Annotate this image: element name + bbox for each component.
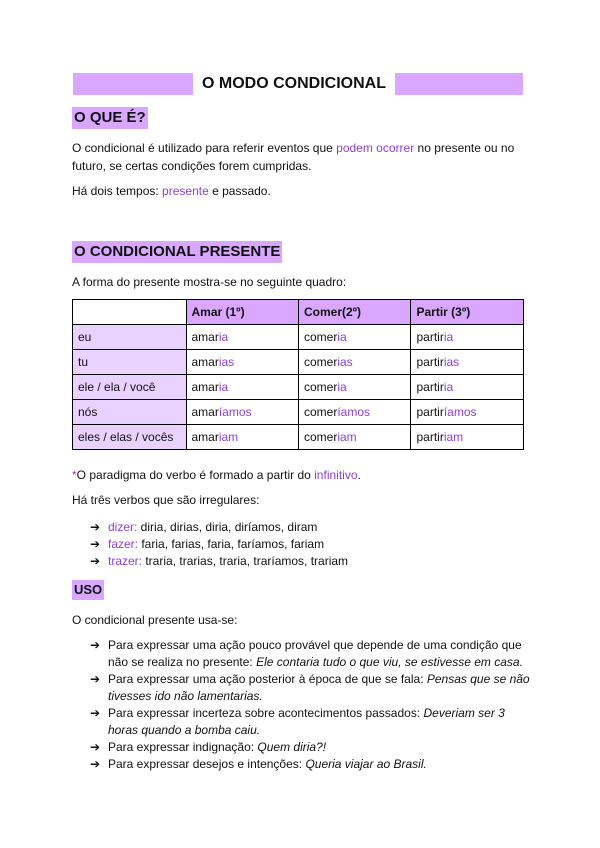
example-sentence: Queria viajar ao Brasil. (305, 757, 427, 771)
heading-condicional-presente: O CONDICIONAL PRESENTE (72, 241, 282, 263)
verb-ending: iam (337, 430, 357, 444)
verb-stem: amar (191, 380, 219, 394)
title-highlight-left (73, 73, 193, 95)
list-item (90, 705, 530, 739)
paragraph-infinitivo-note (72, 466, 532, 484)
verb-ending: ia (218, 330, 229, 344)
paragraph-tempos (72, 182, 532, 200)
text-run: O paradigma do verbo é formado a partir do (76, 468, 315, 482)
list-item (90, 536, 348, 553)
text-run: traria, trarias, traria, traríamos, trariam (142, 554, 349, 568)
list-item (90, 671, 530, 705)
list-item (90, 739, 530, 756)
verb-ending: ia (443, 330, 454, 344)
table-row (73, 350, 524, 375)
verb-ending: ias (337, 355, 353, 369)
conjugation-cell (411, 400, 524, 425)
verb-stem: amar (191, 430, 219, 444)
table-header-comer: Comer(2º) (298, 300, 410, 325)
verb-ending: íamos (337, 405, 371, 419)
table-row (73, 375, 524, 400)
conjugation-cell (186, 350, 298, 375)
verb-ending: ia (218, 380, 229, 394)
verb-ending: ia (337, 330, 347, 344)
table-header-blank (73, 300, 187, 325)
text-run: faria, farias, faria, faríamos, fariam (138, 537, 325, 551)
uso-list (90, 637, 530, 773)
title-highlight-right (395, 73, 523, 95)
pronoun-cell: eu (73, 325, 187, 350)
document-title: O MODO CONDICIONAL (202, 75, 386, 92)
example-sentence: Deveriam ser 3 horas quando a bomba caiu. (108, 706, 505, 737)
verb-stem: partir (416, 405, 444, 419)
conjugation-cell (411, 325, 524, 350)
text-run: Para expressar uma ação posterior à época de que se fala: (108, 672, 427, 686)
arrow-bullet-icon: ➔ (90, 672, 101, 686)
example-sentence: Ele contaria tudo o que viu, se estivesse em casa. (256, 655, 523, 669)
verb-stem: comer (303, 330, 338, 344)
verb-ending: íamos (443, 405, 477, 419)
text-run: diria, dirias, diria, diríamos, diram (137, 520, 318, 534)
arrow-bullet-icon: ➔ (90, 554, 101, 568)
conjugation-cell (411, 350, 524, 375)
conjugation-cell (186, 325, 298, 350)
arrow-bullet-icon: ➔ (90, 757, 101, 771)
verb-stem: amar (191, 355, 219, 369)
text-run: no presente ou no futuro, se certas condições forem cumpridas. (72, 141, 515, 173)
table-header-row (73, 300, 524, 325)
text-run: Para expressar indignação: (108, 740, 258, 754)
list-item (90, 519, 348, 536)
table-header-partir: Partir (3º) (411, 300, 524, 325)
heading-uso: USO (72, 580, 104, 600)
text-run: O condicional é utilizado para referir eventos que (72, 141, 337, 155)
paragraph-irregular-intro: Há três verbos que são irregulares: (72, 493, 260, 507)
paragraph-uso-intro: O condicional presente usa-se: (72, 613, 238, 627)
paragraph-definition (72, 139, 532, 175)
irregular-verbs-list (90, 519, 348, 570)
list-item (90, 553, 348, 570)
text-run: Para expressar incerteza sobre acontecimentos passados: (108, 706, 424, 720)
highlighted-text: * (72, 468, 77, 482)
verb-ending: ia (337, 380, 347, 394)
pronoun-cell: nós (73, 400, 187, 425)
verb-stem: comer (303, 380, 338, 394)
arrow-bullet-icon: ➔ (90, 520, 101, 534)
verb-stem: comer (303, 430, 338, 444)
pronoun-cell: tu (73, 350, 187, 375)
arrow-bullet-icon: ➔ (90, 706, 101, 720)
verb-ending: ias (443, 355, 460, 369)
highlighted-text: podem ocorrer (336, 141, 415, 155)
table-row (73, 425, 524, 450)
highlighted-text: trazer: (108, 554, 143, 568)
conjugation-cell (298, 375, 410, 400)
list-item (90, 756, 530, 773)
table-row (73, 400, 524, 425)
highlighted-text: infinitivo (314, 468, 358, 482)
verb-ending: íamos (218, 405, 252, 419)
verb-ending: iam (443, 430, 464, 444)
verb-stem: partir (416, 330, 444, 344)
text-run: Para expressar uma ação pouco provável que depende de uma condição que não se realiza no presente: (108, 638, 522, 669)
conjugation-cell (186, 375, 298, 400)
verb-stem: partir (416, 430, 444, 444)
text-run: e passado. (208, 184, 271, 198)
conjugation-cell (186, 400, 298, 425)
conjugation-table (72, 299, 524, 450)
conjugation-cell (298, 425, 410, 450)
heading-que-e: O QUE É? (72, 107, 148, 129)
table-header-amar: Amar (1º) (186, 300, 298, 325)
highlighted-text: dizer: (108, 520, 138, 534)
table-body (73, 325, 524, 450)
text-run: Há dois tempos: (72, 184, 163, 198)
verb-stem: comer (303, 355, 338, 369)
highlighted-text: presente (162, 184, 209, 198)
conjugation-cell (298, 325, 410, 350)
verb-stem: amar (191, 330, 219, 344)
table-row (73, 325, 524, 350)
arrow-bullet-icon: ➔ (90, 537, 101, 551)
list-item (90, 637, 530, 671)
verb-ending: iam (218, 430, 239, 444)
conjugation-cell (186, 425, 298, 450)
verb-stem: partir (416, 380, 444, 394)
paragraph-table-intro: A forma do presente mostra-se no seguinte quadro: (72, 275, 347, 289)
arrow-bullet-icon: ➔ (90, 638, 101, 652)
example-sentence: Quem diria?! (257, 740, 327, 754)
verb-stem: comer (303, 405, 338, 419)
conjugation-cell (298, 350, 410, 375)
arrow-bullet-icon: ➔ (90, 740, 101, 754)
document-title-bar (73, 71, 523, 97)
text-run: . (357, 468, 361, 482)
verb-ending: ias (218, 355, 235, 369)
pronoun-cell: ele / ela / você (73, 375, 187, 400)
conjugation-cell (298, 400, 410, 425)
text-run: Para expressar desejos e intenções: (108, 757, 306, 771)
conjugation-cell (411, 375, 524, 400)
highlighted-text: fazer: (108, 537, 139, 551)
verb-ending: ia (443, 380, 454, 394)
pronoun-cell: eles / elas / vocês (73, 425, 187, 450)
example-sentence: Pensas que se não tivesses ido não lamentarias. (108, 672, 530, 703)
verb-stem: partir (416, 355, 444, 369)
conjugation-cell (411, 425, 524, 450)
verb-stem: amar (191, 405, 219, 419)
